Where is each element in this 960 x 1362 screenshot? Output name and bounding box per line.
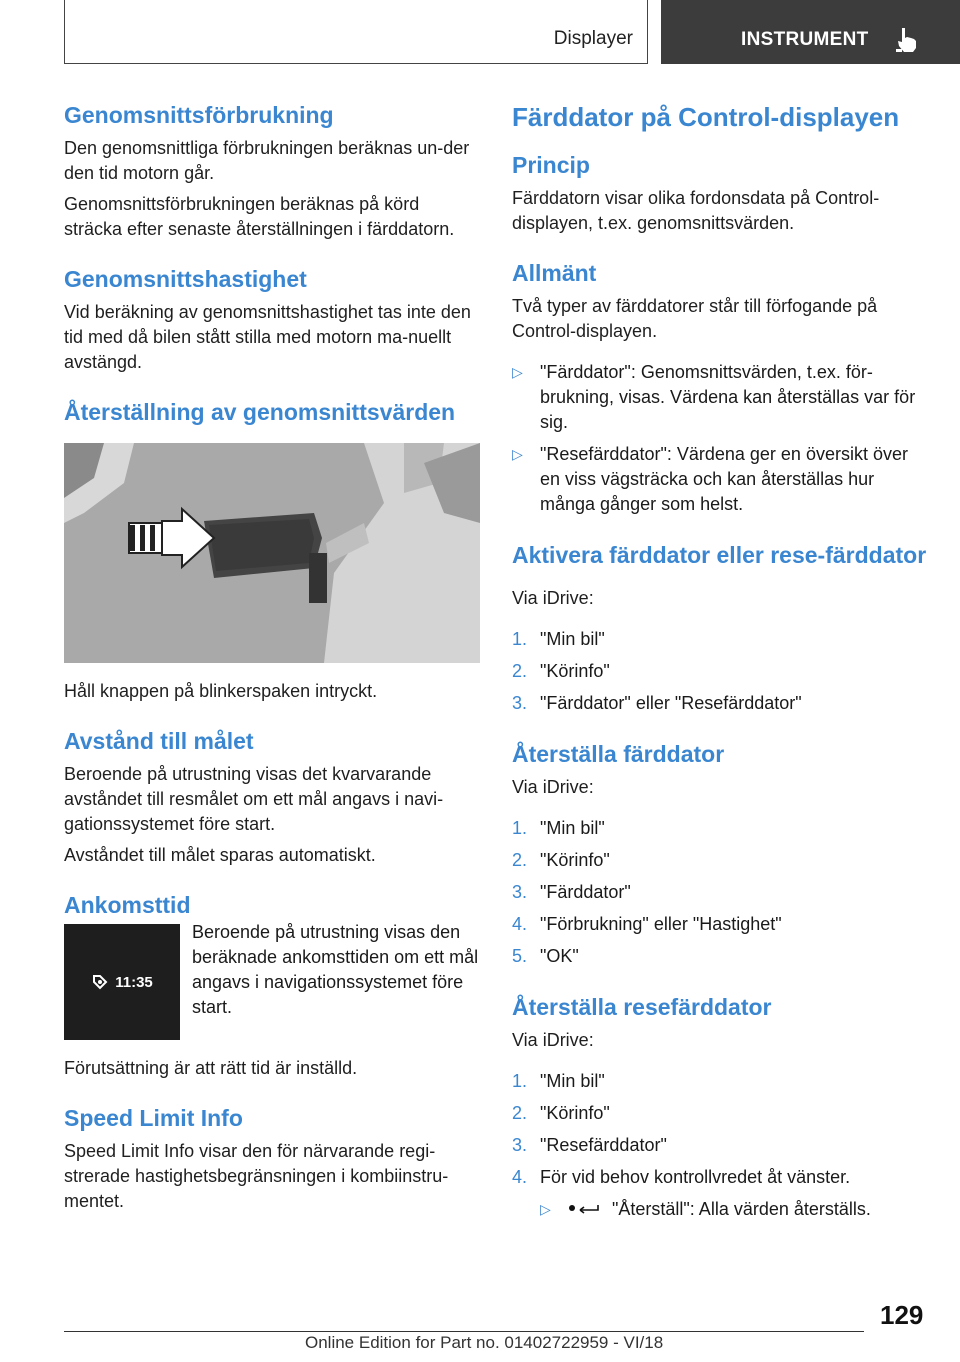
paragraph: Den genomsnittliga förbrukningen beräknas un-der den tid motorn går. bbox=[64, 138, 470, 183]
list-item bbox=[512, 848, 932, 873]
paragraph: Via iDrive: bbox=[512, 1030, 594, 1050]
list-item bbox=[512, 880, 932, 905]
list-item-text: "Körinfo" bbox=[540, 850, 610, 870]
step-number: 2. bbox=[512, 850, 528, 870]
header-chapter-label: INSTRUMENT bbox=[741, 29, 869, 50]
list-item bbox=[512, 442, 932, 517]
footer-edition: Online Edition for Part no. 01402722959 - VI/18 bbox=[305, 1333, 664, 1352]
paragraph: Via iDrive: bbox=[512, 588, 594, 608]
bullet-list bbox=[512, 360, 932, 517]
heading-distance-to-destination: Avstånd till målet bbox=[64, 728, 254, 754]
bullet-marker: ▷ bbox=[512, 364, 523, 380]
arrival-time-display bbox=[64, 924, 180, 1040]
heading-arrival-time: Ankomsttid bbox=[64, 892, 191, 918]
list-item-text: "Resefärddator" bbox=[540, 1135, 667, 1155]
list-item bbox=[512, 627, 932, 652]
list-item-text: "OK" bbox=[540, 946, 579, 966]
heading-reset-averages: Återställning av genomsnittsvärden bbox=[64, 399, 456, 425]
list-item bbox=[512, 912, 932, 937]
list-item-text: "Resefärddator": Värdena ger en översikt över en viss vägsträcka och kan återställas hur många gånger som helst. bbox=[540, 444, 908, 514]
list-item-text: "Min bil" bbox=[540, 818, 605, 838]
numbered-list bbox=[512, 627, 932, 716]
destination-flag-icon bbox=[91, 973, 109, 991]
step-number: 4. bbox=[512, 914, 528, 934]
paragraph: Speed Limit Info visar den för närvarande regi-strerade hastighetsbegränsningen i kombiinstru-mentet. bbox=[64, 1141, 449, 1211]
step-number: 3. bbox=[512, 693, 528, 713]
step-number: 3. bbox=[512, 1135, 528, 1155]
list-item bbox=[512, 1133, 932, 1158]
step-number: 1. bbox=[512, 629, 528, 649]
paragraph: Färddatorn visar olika fordonsdata på Control-displayen, t.ex. genomsnittsvärden. bbox=[512, 188, 880, 233]
heading-general: Allmänt bbox=[512, 260, 597, 286]
heading-trip-computer-control-display: Färddator på Control-displayen bbox=[512, 102, 900, 132]
paragraph: Beroende på utrustning visas den beräknade ankomsttiden om ett mål angavs i navigationssystemet före start. bbox=[192, 922, 479, 1017]
right-column bbox=[512, 100, 932, 1222]
paragraph: Beroende på utrustning visas det kvarvarande avståndet till resmålet om ett mål angavs i navi-gationssystemet före start. bbox=[64, 764, 444, 834]
paragraph: Vid beräkning av genomsnittshastighet tas inte den tid med då bilen stått stilla med motorn ma-nuellt avstängd. bbox=[64, 302, 471, 372]
list-item bbox=[512, 691, 932, 716]
heading-principle: Princip bbox=[512, 152, 590, 178]
heading-activate-trip-computer: Aktivera färddator eller rese-färddator bbox=[512, 542, 927, 568]
list-item-text: "Min bil" bbox=[540, 1071, 605, 1091]
heading-reset-trip-computer: Återställa färddator bbox=[512, 741, 725, 767]
header-chapter-tab bbox=[661, 0, 960, 64]
step-number: 2. bbox=[512, 1103, 528, 1123]
list-item-text: "Färddator" bbox=[540, 882, 631, 902]
heading-reset-journey-computer: Återställa resefärddator bbox=[512, 994, 772, 1020]
heading-speed-limit-info: Speed Limit Info bbox=[64, 1105, 243, 1131]
footer-divider bbox=[64, 1331, 864, 1332]
list-item-text: "Körinfo" bbox=[540, 661, 610, 681]
pointing-hand-icon bbox=[893, 24, 923, 54]
numbered-list bbox=[512, 816, 932, 969]
list-item bbox=[512, 816, 932, 841]
left-column bbox=[64, 100, 480, 1214]
step-number: 2. bbox=[512, 661, 528, 681]
list-item bbox=[512, 659, 932, 684]
step-number: 1. bbox=[512, 1071, 528, 1091]
list-item bbox=[512, 1165, 932, 1190]
step-number: 4. bbox=[512, 1167, 528, 1187]
image-caption: Håll knappen på blinkerspaken intryckt. bbox=[64, 681, 378, 701]
list-item-text: "Färddator": Genomsnittsvärden, t.ex. för-brukning, visas. Värdena kan återställas var för sig. bbox=[540, 362, 916, 432]
header-section-tab bbox=[64, 0, 648, 64]
step-number: 1. bbox=[512, 818, 528, 838]
heading-average-consumption: Genomsnittsförbrukning bbox=[64, 102, 334, 128]
paragraph: Avståndet till målet sparas automatiskt. bbox=[64, 845, 376, 865]
numbered-list bbox=[512, 1069, 932, 1190]
heading-average-speed: Genomsnittshastighet bbox=[64, 266, 307, 292]
header-section-label: Displayer bbox=[553, 28, 633, 49]
turn-signal-lever-illustration bbox=[64, 443, 480, 663]
back-button-icon bbox=[568, 1203, 602, 1217]
list-item-text: "Körinfo" bbox=[540, 1103, 610, 1123]
step-number: 3. bbox=[512, 882, 528, 902]
arrival-block bbox=[64, 920, 480, 1040]
list-item-text: För vid behov kontrollvredet åt vänster. bbox=[540, 1167, 851, 1187]
page-number: 129 bbox=[880, 1300, 924, 1330]
sub-list-item bbox=[512, 1197, 932, 1222]
bullet-marker: ▷ bbox=[540, 1201, 551, 1217]
list-item bbox=[512, 1101, 932, 1126]
step-number: 5. bbox=[512, 946, 528, 966]
paragraph: Genomsnittsförbrukningen beräknas på körd sträcka efter senaste återställningen i färddatorn. bbox=[64, 194, 455, 239]
lever-drawing-icon bbox=[64, 443, 480, 663]
list-item bbox=[512, 1069, 932, 1094]
list-item-text: "Min bil" bbox=[540, 629, 605, 649]
list-item-text: "Återställ": Alla värden återställs. bbox=[612, 1199, 871, 1219]
list-item-text: "Färddator" eller "Resefärddator" bbox=[540, 693, 802, 713]
paragraph: Två typer av färddatorer står till förfogande på Control-displayen. bbox=[512, 296, 878, 341]
bullet-marker: ▷ bbox=[512, 446, 523, 462]
paragraph: Via iDrive: bbox=[512, 777, 594, 797]
paragraph: Förutsättning är att rätt tid är inställd. bbox=[64, 1058, 358, 1078]
list-item bbox=[512, 360, 932, 435]
list-item-text: "Förbrukning" eller "Hastighet" bbox=[540, 914, 782, 934]
list-item bbox=[512, 944, 932, 969]
arrival-time-value: 11:35 bbox=[115, 973, 153, 991]
